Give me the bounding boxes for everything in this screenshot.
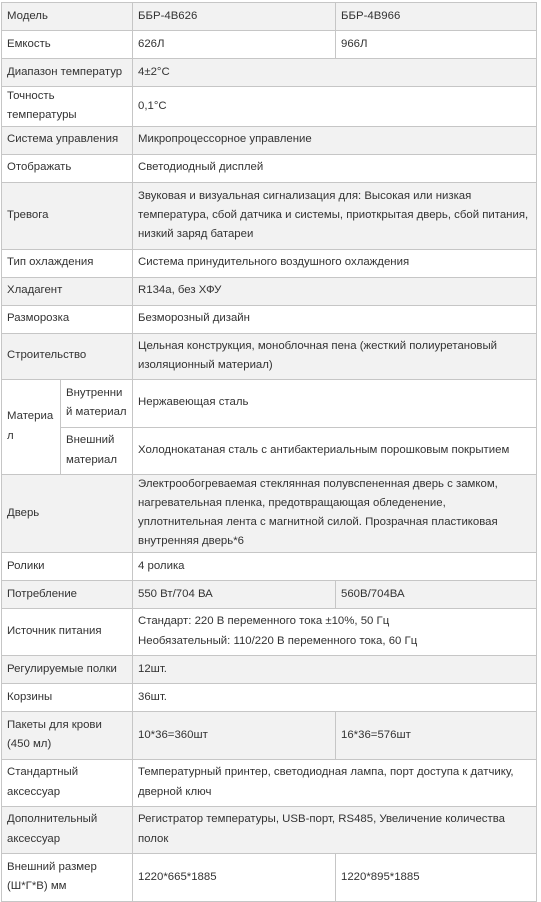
cell-value: 4 ролика	[133, 552, 537, 580]
cell-value: Холоднокатаная сталь с антибактериальным порошковым покрытием	[133, 427, 537, 474]
row-label: Хладагент	[2, 277, 133, 305]
row-label: Точность температуры	[2, 87, 133, 127]
row-label: Регулируемые полки	[2, 655, 133, 683]
cell-value-dimensions-1: 1220*665*1885	[133, 853, 336, 901]
cell-value: Микропроцессорное управление	[133, 126, 537, 154]
row-refrigerant	[2, 277, 537, 305]
row-label: Ролики	[2, 552, 133, 580]
row-external-dimensions	[2, 853, 537, 901]
row-label: Дополнительный аксессуар	[2, 806, 133, 853]
row-label: Тревога	[2, 182, 133, 249]
row-material-outer	[2, 427, 537, 474]
row-material-inner	[2, 379, 537, 427]
row-label: Строительство	[2, 333, 133, 379]
power-supply-optional: Необязательный: 110/220 В переменного тока, 60 Гц	[138, 634, 418, 647]
sub-label: Внешний материал	[61, 427, 133, 474]
sub-label: Внутренний материал	[61, 379, 133, 427]
row-alarm	[2, 182, 537, 249]
row-label: Емкость	[2, 31, 133, 59]
cell-value: Система принудительного воздушного охлаждения	[133, 249, 537, 277]
row-label: Внешний размер (Ш*Г*В) мм	[2, 853, 133, 901]
row-label: Система управления	[2, 126, 133, 154]
cell-value-blood-bags-1: 10*36=360шт	[133, 711, 336, 759]
cell-value-capacity-2: 966Л	[336, 31, 537, 59]
row-standard-accessory	[2, 759, 537, 806]
row-adjustable-shelves	[2, 655, 537, 683]
row-capacity	[2, 31, 537, 59]
cell-value: 36шт.	[133, 683, 537, 711]
row-model	[2, 3, 537, 31]
row-label: Отображать	[2, 154, 133, 182]
row-power-supply	[2, 608, 537, 655]
row-construction	[2, 333, 537, 379]
row-label: Модель	[2, 3, 133, 31]
cell-value-consumption-2: 560В/704ВА	[336, 580, 537, 608]
row-temperature-accuracy	[2, 87, 537, 127]
cell-value-model-1: ББР-4В626	[133, 3, 336, 31]
power-supply-standard: Стандарт: 220 В переменного тока ±10%, 50 Гц	[138, 615, 390, 628]
cell-value: 4±2°C	[133, 59, 537, 87]
row-control-system	[2, 126, 537, 154]
cell-value: Цельная конструкция, моноблочная пена (жесткий полиуретановый изоляционный материал)	[133, 333, 537, 379]
row-label: Дверь	[2, 474, 133, 552]
row-defrost	[2, 305, 537, 333]
row-temperature-range	[2, 59, 537, 87]
row-label: Материал	[2, 379, 61, 474]
cell-value-blood-bags-2: 16*36=576шт	[336, 711, 537, 759]
cell-value-capacity-1: 626Л	[133, 31, 336, 59]
cell-value: Светодиодный дисплей	[133, 154, 537, 182]
cell-value-consumption-1: 550 Вт/704 ВА	[133, 580, 336, 608]
cell-value: Безморозный дизайн	[133, 305, 537, 333]
cell-value-dimensions-2: 1220*895*1885	[336, 853, 537, 901]
cell-value: Звуковая и визуальная сигнализация для: Высокая или низкая температура, сбой датчика и системы, приоткрытая дверь, сбой питания, низкий заряд батареи	[133, 182, 537, 249]
row-label: Корзины	[2, 683, 133, 711]
row-label: Пакеты для крови (450 мл)	[2, 711, 133, 759]
cell-value: 12шт.	[133, 655, 537, 683]
row-label: Диапазон температур	[2, 59, 133, 87]
row-cooling-type	[2, 249, 537, 277]
cell-value: 0,1°C	[133, 87, 537, 127]
row-label: Тип охлаждения	[2, 249, 133, 277]
row-label: Источник питания	[2, 608, 133, 655]
row-label: Стандартный аксессуар	[2, 759, 133, 806]
cell-value: Нержавеющая сталь	[133, 379, 537, 427]
row-label: Разморозка	[2, 305, 133, 333]
specifications-table	[1, 2, 537, 902]
cell-value	[133, 608, 537, 655]
row-optional-accessory	[2, 806, 537, 853]
cell-value-model-2: ББР-4В966	[336, 3, 537, 31]
cell-value: Электрообогреваемая стеклянная полувспененная дверь с замком, нагревательная пленка, предотвращающая обледенение, уплотнительная лента с магнитной силой. Прозрачная пластиковая внутренняя дверь*6	[133, 474, 537, 552]
row-door	[2, 474, 537, 552]
row-consumption	[2, 580, 537, 608]
row-baskets	[2, 683, 537, 711]
row-blood-bags	[2, 711, 537, 759]
row-display	[2, 154, 537, 182]
cell-value: Температурный принтер, светодиодная лампа, порт доступа к датчику, дверной ключ	[133, 759, 537, 806]
row-label: Потребление	[2, 580, 133, 608]
cell-value: Регистратор температуры, USB-порт, RS485, Увеличение количества полок	[133, 806, 537, 853]
row-casters	[2, 552, 537, 580]
cell-value: R134a, без ХФУ	[133, 277, 537, 305]
